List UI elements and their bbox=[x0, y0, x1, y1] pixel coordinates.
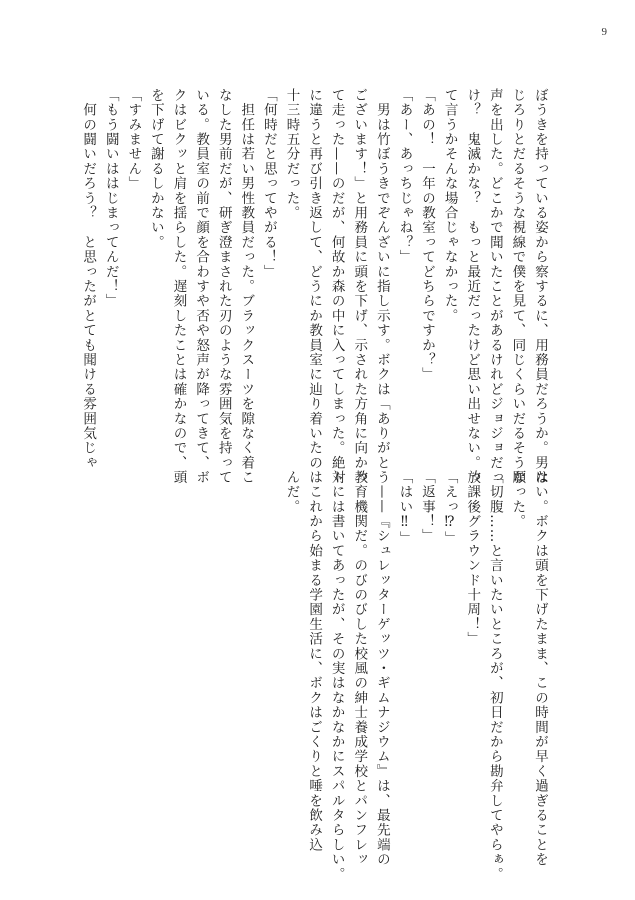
text-line: 願った。 bbox=[509, 470, 526, 529]
text-line: 声を出した。どこかで聞いたことがあるけれどジョジョだっ bbox=[486, 88, 503, 485]
text-line: 放課後グラウンド十周！」 bbox=[464, 470, 481, 647]
text-line: ございます！」と用務員に頭を下げ、示された方角に向かっ bbox=[351, 88, 368, 485]
text-line: 何の闘いだろう？ と思ったがとても聞ける雰囲気じゃ bbox=[80, 88, 97, 471]
text-line: に違うと再び引き返して、どうにか教員室に辿り着いたのは bbox=[306, 88, 323, 485]
text-line: 「もう闘いははじまってんだ！」 bbox=[102, 88, 119, 309]
text-line: 「何時だと思ってやがる！」 bbox=[260, 88, 277, 280]
text-line: 「あの！ 一年の教室ってどちらですか？」 bbox=[419, 88, 436, 382]
text-line: 「返事！」 bbox=[419, 470, 436, 544]
text-line: 教育機関だ。のびのびした校風の紳士養成学校とパンフレッ bbox=[351, 470, 368, 867]
text-line: 「あー、あっちじゃね？」 bbox=[396, 88, 413, 265]
text-line: 「切腹……と言いたいところが、初日だから勘弁してやらぁ。 bbox=[486, 470, 503, 882]
text-line: を下げて謝るしかない。 bbox=[147, 88, 164, 250]
text-line: て言うかそんな場合じゃなかった。 bbox=[441, 88, 458, 324]
text-line: いる。教員室の前で顔を合わすや否や怒声が降ってきて、ボ bbox=[193, 88, 210, 485]
text-block-lower bbox=[280, 470, 551, 882]
text-line: んだ。 bbox=[283, 470, 300, 515]
text-line: これから始まる学園生活に、ボクはごくりと唾を飲み込 bbox=[306, 470, 323, 853]
text-line: 「えっ⁉」 bbox=[441, 470, 458, 546]
text-line: て走った——のだが、何故か森の中に入ってしまった。絶対 bbox=[328, 88, 345, 485]
text-line: クはビクッと肩を揺らした。遅刻したことは確かなので、頭 bbox=[170, 88, 187, 485]
text-line: ない。ボクは頭を下げたまま、この時間が早く過ぎることを bbox=[532, 470, 548, 867]
text-line: 十三時五分だった。 bbox=[283, 88, 300, 221]
text-line: 「はい‼」 bbox=[396, 470, 413, 546]
page-number: 9 bbox=[601, 26, 607, 38]
text-line: 男は竹ぼうきでぞんざいに指し示す。ボクは「ありがとう bbox=[373, 88, 390, 485]
text-line: じろりとだるそうな視線で僕を見て、同じくらいだるそうな bbox=[509, 88, 526, 485]
text-block-upper bbox=[77, 88, 551, 485]
text-line: なした男前だが、研ぎ澄まされた刃のような雰囲気を持って bbox=[215, 88, 232, 485]
text-line: ——『シュレッターゲッツ・ギムナジウム』は、最先端の bbox=[373, 470, 390, 867]
text-line: トには書いてあったが、その実はなかなかにスパルタらしい。 bbox=[328, 470, 345, 882]
text-line: 「すみません」 bbox=[125, 88, 142, 191]
text-line: 担任は若い男性教員だった。ブラックスーツを隙なく着こ bbox=[238, 88, 255, 485]
text-line: ぼうきを持っている姿から察するに、用務員だろうか。男は bbox=[532, 88, 548, 485]
text-line: け？ 鬼滅かな？ もっと最近だったけど思い出せない。っ bbox=[464, 88, 481, 485]
